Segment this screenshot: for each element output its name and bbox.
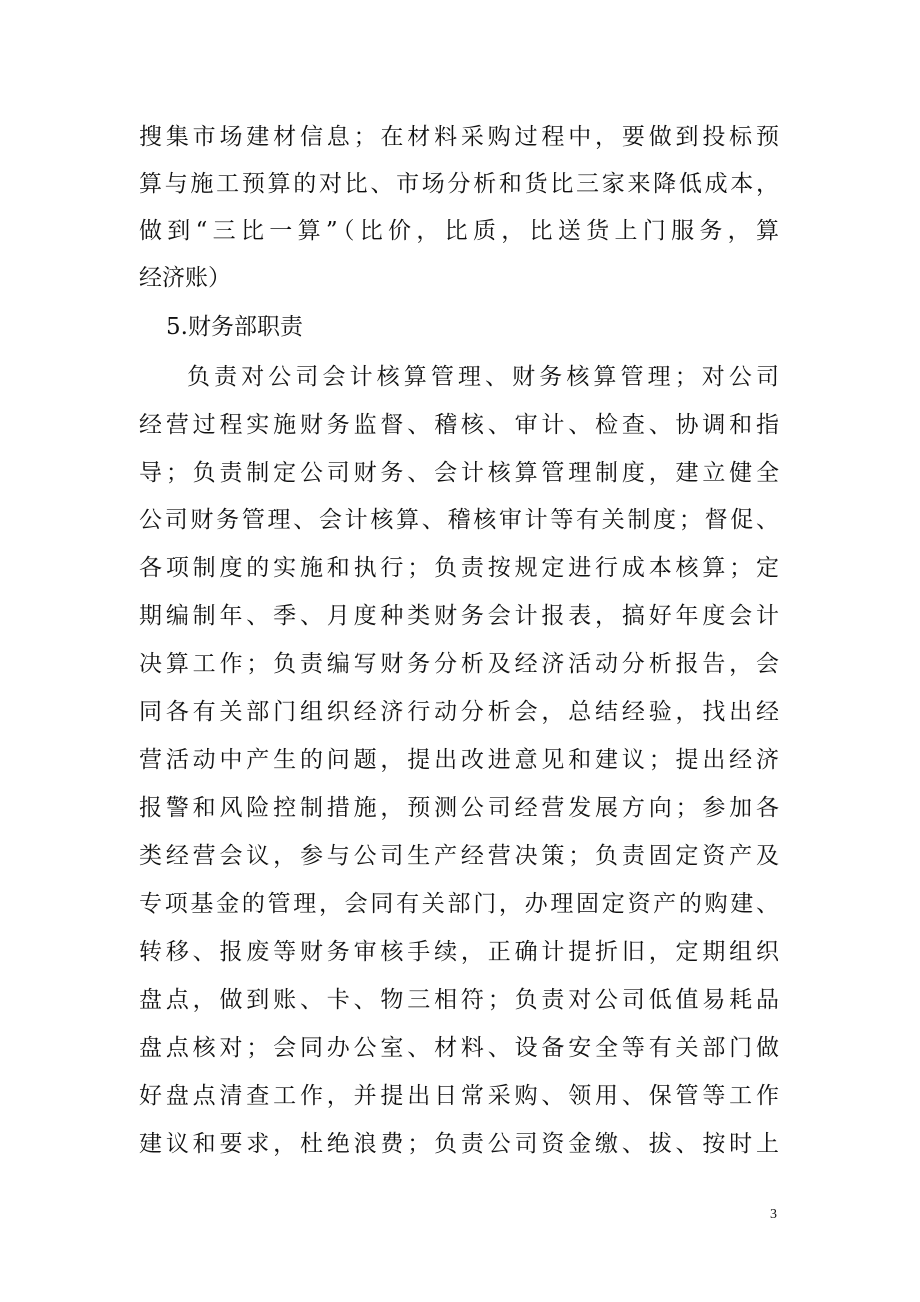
paragraph-line: 导；负责制定公司财务、会计核算管理制度，建立健全 <box>139 460 779 486</box>
paragraph-line: 期编制年、季、月度种类财务会计报表，搞好年度会计 <box>139 603 779 629</box>
paragraph-line: 专项基金的管理，会同有关部门，办理固定资产的购建、 <box>139 891 779 917</box>
paragraph-line: 转移、报废等财务审核手续，正确计提折旧，定期组织 <box>139 939 779 965</box>
paragraph-line: 公司财务管理、会计核算、稽核审计等有关制度；督促、 <box>139 507 779 533</box>
paragraph-line: 各项制度的实施和执行；负责按规定进行成本核算；定 <box>139 555 779 581</box>
paragraph-line: 盘点，做到账、卡、物三相符；负责对公司低值易耗品 <box>139 987 779 1013</box>
paragraph-line: 经营过程实施财务监督、稽核、审计、检查、协调和指 <box>139 412 779 438</box>
paragraph-line: 搜集市场建材信息；在材料采购过程中，要做到投标预 <box>139 124 779 150</box>
paragraph-line: 决算工作；负责编写财务分析及经济活动分析报告，会 <box>139 651 779 677</box>
paragraph-line: 做到“三比一算”（比价，比质，比送货上门服务，算 <box>139 218 779 244</box>
paragraph-line: 盘点核对；会同办公室、材料、设备安全等有关部门做 <box>139 1035 779 1061</box>
paragraph-line: 经济账） <box>139 265 231 291</box>
page-number: 3 <box>770 1207 777 1222</box>
paragraph-line: 建议和要求，杜绝浪费；负责公司资金缴、拔、按时上 <box>139 1131 779 1157</box>
paragraph-line: 负责对公司会计核算管理、财务核算管理；对公司 <box>187 364 779 390</box>
paragraph-line: 营活动中产生的问题，提出改进意见和建议；提出经济 <box>139 747 779 773</box>
paragraph-line: 同各有关部门组织经济行动分析会，总结经验，找出经 <box>139 699 779 725</box>
paragraph-line: 类经营会议，参与公司生产经营决策；负责固定资产及 <box>139 843 779 869</box>
paragraph-line: 算与施工预算的对比、市场分析和货比三家来降低成本， <box>139 171 779 197</box>
paragraph-line: 报警和风险控制措施，预测公司经营发展方向；参加各 <box>139 795 779 821</box>
section-heading: 5.财务部职责 <box>166 314 303 340</box>
paragraph-line: 好盘点清查工作，并提出日常采购、领用、保管等工作 <box>139 1083 779 1109</box>
